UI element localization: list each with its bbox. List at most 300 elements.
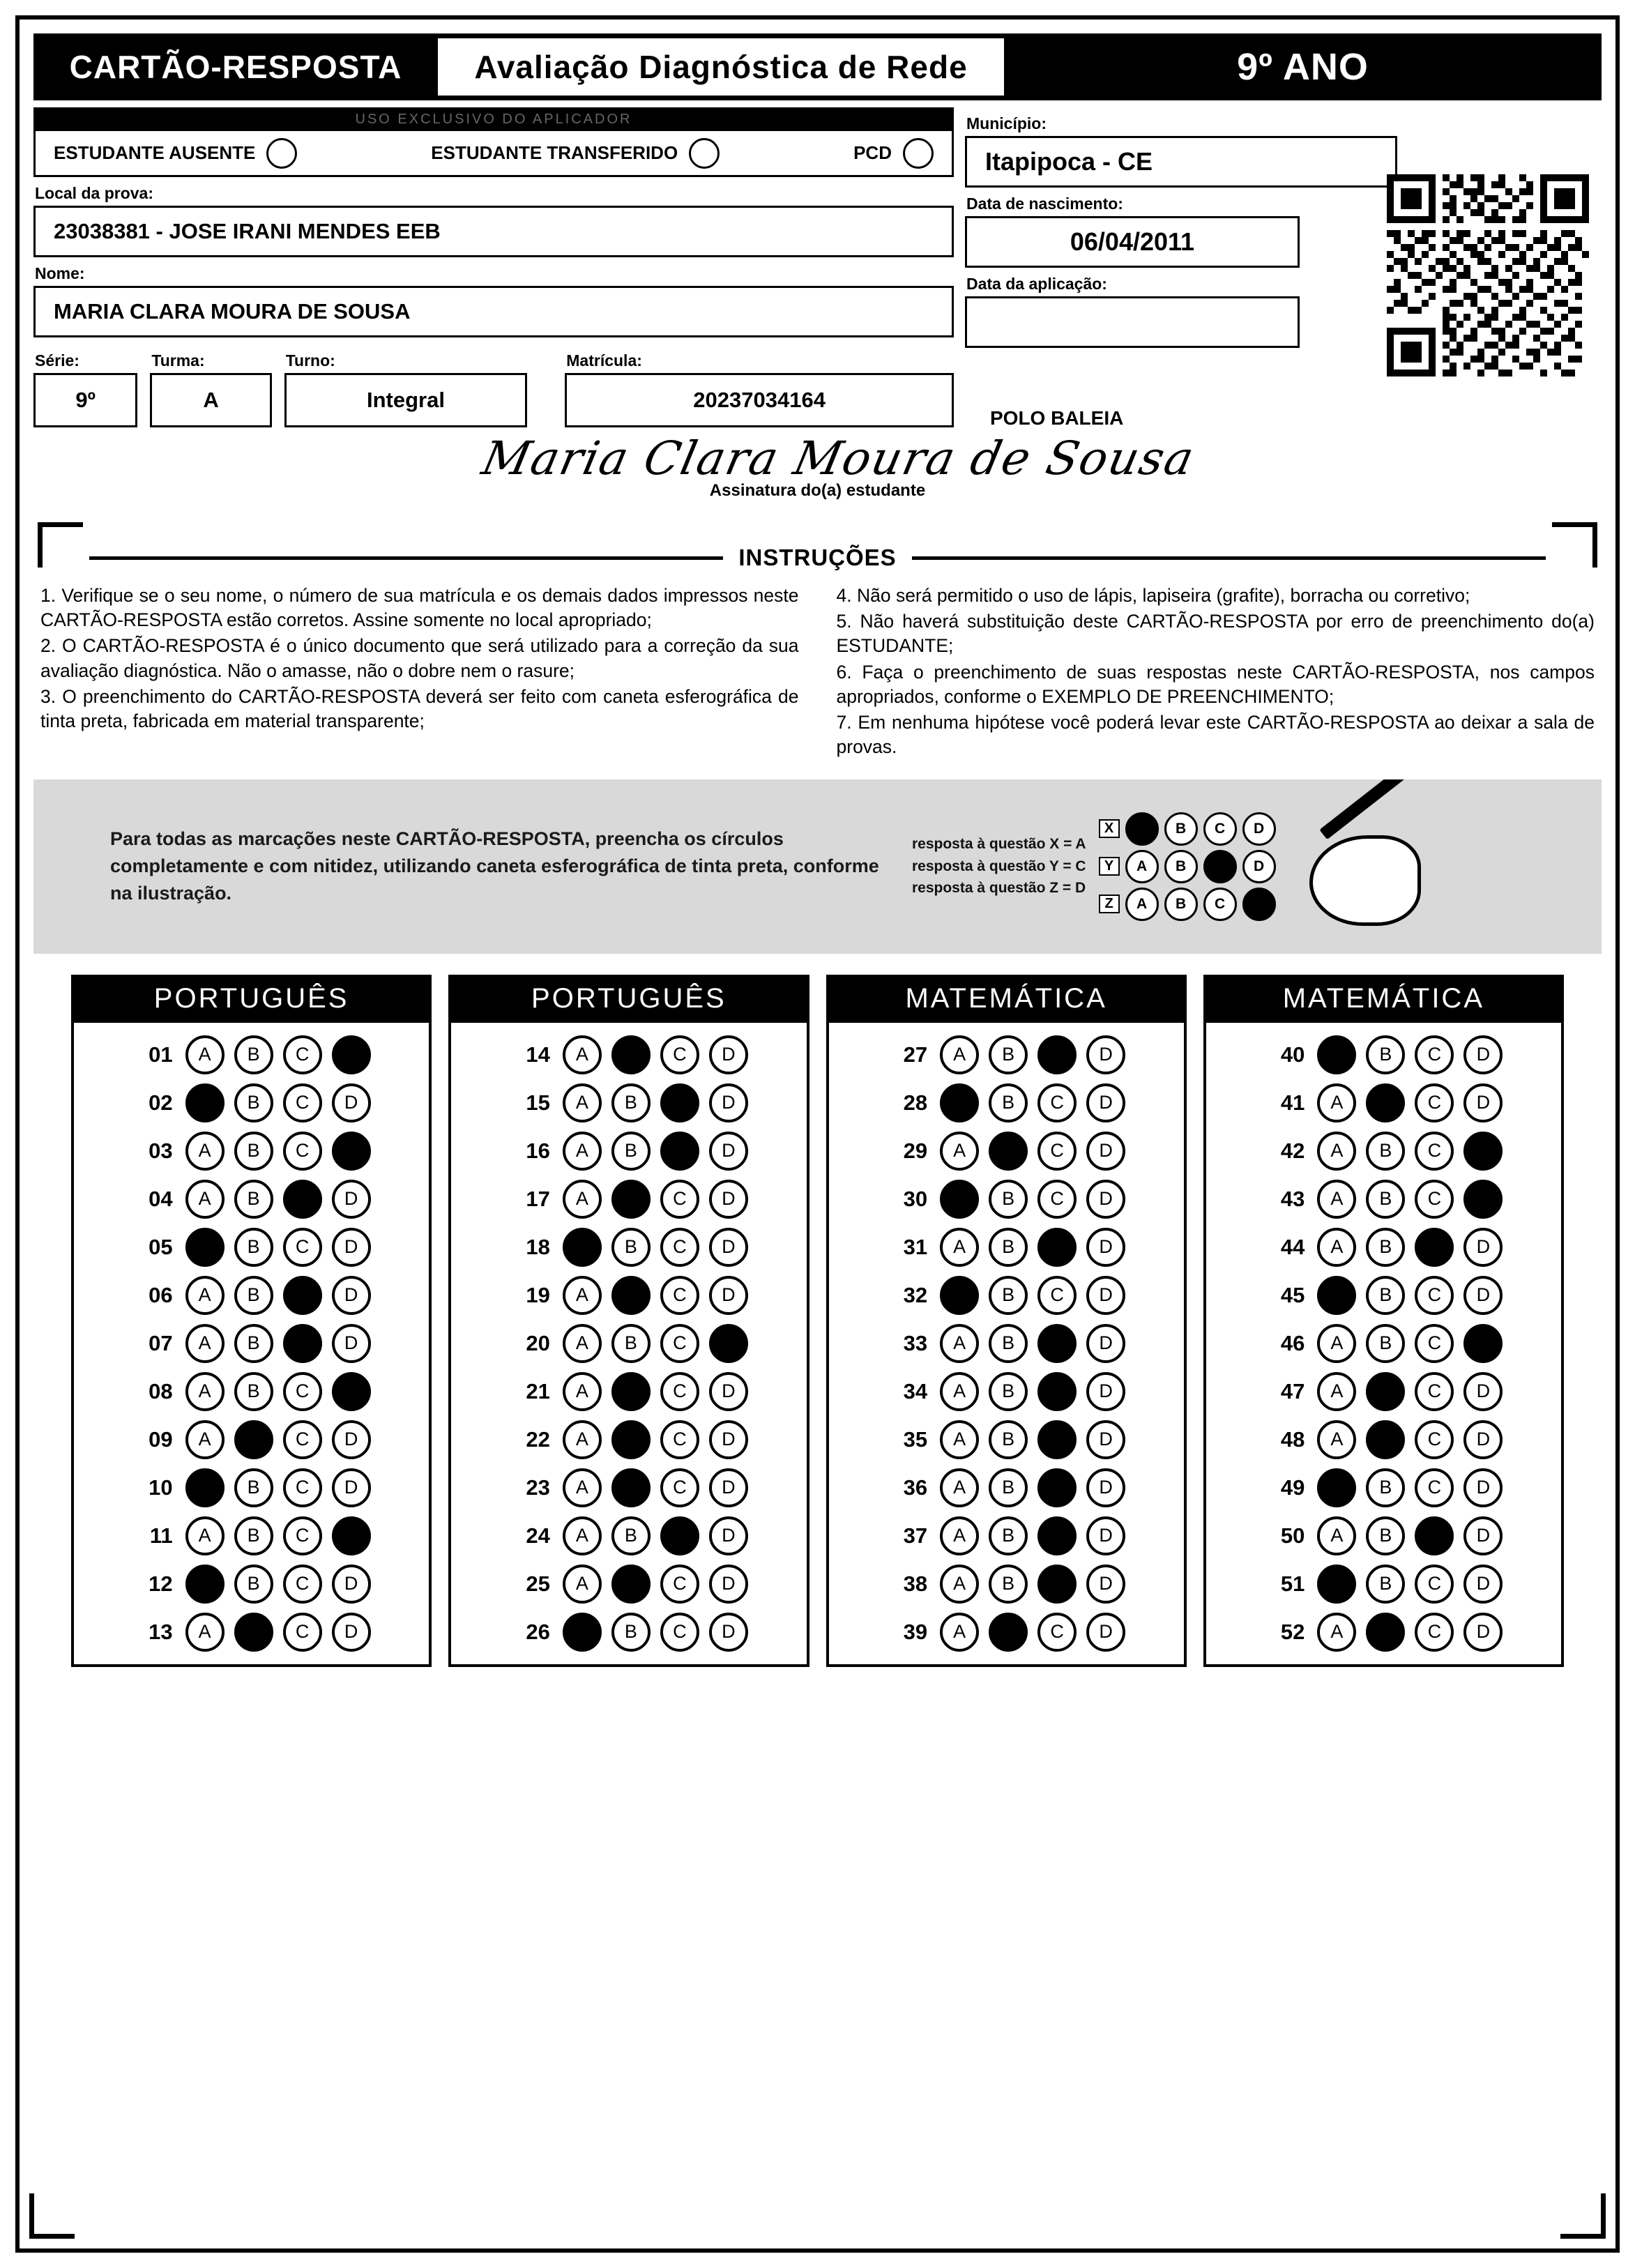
student-transferred-bubble[interactable] <box>689 138 720 169</box>
answer-bubble[interactable]: C <box>660 1468 699 1507</box>
answer-bubble[interactable]: D <box>1086 1324 1125 1363</box>
question-number: 19 <box>526 1282 550 1307</box>
answer-bubble[interactable]: B <box>1366 1565 1405 1604</box>
answer-bubble[interactable]: D <box>1086 1372 1125 1411</box>
answer-bubble[interactable]: B <box>989 1035 1028 1074</box>
answer-bubble[interactable]: C <box>1415 1613 1454 1652</box>
answer-bubble[interactable]: A <box>563 1035 602 1074</box>
example-bubble: B <box>1164 888 1198 921</box>
answer-bubble[interactable]: D <box>709 1565 748 1604</box>
answer-bubble[interactable]: C <box>283 1468 322 1507</box>
answer-bubble[interactable] <box>185 1468 225 1507</box>
answer-bubble[interactable] <box>1415 1228 1454 1267</box>
header-exam-title: Avaliação Diagnóstica de Rede <box>438 38 1004 96</box>
question-number: 30 <box>903 1186 928 1211</box>
answer-bubble[interactable]: C <box>283 1516 322 1555</box>
answer-bubble[interactable]: B <box>989 1516 1028 1555</box>
answer-bubble[interactable]: A <box>940 1372 979 1411</box>
answer-bubble[interactable]: D <box>1463 1372 1503 1411</box>
answer-bubble[interactable] <box>563 1228 602 1267</box>
answer-bubble[interactable] <box>611 1468 651 1507</box>
filling-example-text: Para todas as marcações neste CARTÃO-RESPOSTA, preencha os círculos completamente e com nitidez, utilizando caneta esferográfica de tinta preta, conforme na ilustração. <box>110 828 879 904</box>
answer-bubble[interactable]: B <box>234 1324 273 1363</box>
answer-bubble[interactable] <box>989 1132 1028 1171</box>
answer-column <box>448 975 809 1667</box>
answer-bubble[interactable]: D <box>709 1613 748 1652</box>
answer-bubble[interactable]: A <box>185 1613 225 1652</box>
question-number: 14 <box>526 1042 550 1067</box>
answer-bubble[interactable]: C <box>1415 1468 1454 1507</box>
answer-row <box>81 1372 422 1411</box>
aplicacao-label: Data da aplicação: <box>966 275 1107 293</box>
answer-bubble[interactable]: B <box>1366 1276 1405 1315</box>
answer-bubble[interactable] <box>989 1613 1028 1652</box>
answer-bubble[interactable]: C <box>1415 1276 1454 1315</box>
answer-bubble[interactable]: B <box>989 1565 1028 1604</box>
answer-bubble[interactable]: D <box>1463 1083 1503 1122</box>
answer-bubble[interactable]: B <box>234 1035 273 1074</box>
answer-bubble[interactable]: D <box>332 1180 371 1219</box>
answer-bubble[interactable]: D <box>332 1083 371 1122</box>
example-row <box>1099 812 1276 846</box>
answer-bubble[interactable]: B <box>234 1180 273 1219</box>
answer-bubble[interactable] <box>611 1420 651 1459</box>
answer-bubble[interactable] <box>1463 1324 1503 1363</box>
student-transferred-option[interactable] <box>431 138 720 169</box>
answer-bubble[interactable] <box>1037 1035 1077 1074</box>
answer-row <box>1213 1228 1554 1267</box>
answer-bubble[interactable] <box>332 1132 371 1171</box>
answer-bubble[interactable]: D <box>1086 1276 1125 1315</box>
example-legend-line: resposta à questão X = A <box>912 836 1086 853</box>
answer-bubble[interactable]: A <box>940 1420 979 1459</box>
question-number: 46 <box>1280 1330 1305 1355</box>
answer-bubble[interactable]: D <box>709 1516 748 1555</box>
answer-bubble[interactable]: A <box>1317 1083 1356 1122</box>
answer-row <box>81 1083 422 1122</box>
answer-bubble[interactable]: A <box>1317 1516 1356 1555</box>
answer-row <box>836 1180 1177 1219</box>
answer-bubble[interactable]: D <box>1463 1228 1503 1267</box>
answer-bubble[interactable]: A <box>185 1420 225 1459</box>
answer-bubble[interactable] <box>1463 1180 1503 1219</box>
instructions-title: INSTRUÇÕES <box>738 545 897 570</box>
answer-bubble[interactable]: C <box>1415 1083 1454 1122</box>
answer-bubble[interactable]: C <box>1415 1324 1454 1363</box>
answer-bubble[interactable]: D <box>1463 1276 1503 1315</box>
example-row-label: Z <box>1099 895 1120 913</box>
corner-mark-bottom-right <box>1560 2193 1606 2239</box>
answer-bubble[interactable]: C <box>283 1035 322 1074</box>
answer-bubble[interactable]: A <box>563 1420 602 1459</box>
answer-bubble[interactable]: A <box>1317 1613 1356 1652</box>
question-number: 16 <box>526 1138 550 1163</box>
answer-bubble[interactable]: B <box>989 1468 1028 1507</box>
answer-bubble[interactable] <box>283 1180 322 1219</box>
answer-bubble[interactable]: D <box>332 1468 371 1507</box>
answer-bubble[interactable] <box>234 1613 273 1652</box>
answer-bubble[interactable]: D <box>709 1035 748 1074</box>
answer-row <box>836 1565 1177 1604</box>
answer-bubble[interactable]: D <box>332 1613 371 1652</box>
answer-bubble[interactable]: D <box>1463 1516 1503 1555</box>
answer-bubble[interactable]: D <box>1086 1228 1125 1267</box>
instructions-column-left <box>40 584 799 761</box>
question-number: 02 <box>149 1090 173 1115</box>
answer-bubble[interactable]: A <box>1317 1228 1356 1267</box>
answer-bubble[interactable]: B <box>1366 1035 1405 1074</box>
answer-bubble[interactable] <box>1317 1276 1356 1315</box>
answer-bubble[interactable] <box>611 1565 651 1604</box>
answer-bubble[interactable]: C <box>1037 1132 1077 1171</box>
answer-bubble[interactable] <box>1037 1372 1077 1411</box>
answer-bubble[interactable]: A <box>940 1468 979 1507</box>
answer-bubble[interactable]: D <box>709 1468 748 1507</box>
answer-bubble[interactable]: D <box>1086 1613 1125 1652</box>
answer-bubble[interactable]: C <box>660 1613 699 1652</box>
answer-bubble[interactable]: A <box>563 1468 602 1507</box>
answer-bubble[interactable] <box>660 1132 699 1171</box>
identification-right <box>965 107 1602 427</box>
question-number: 05 <box>149 1234 173 1259</box>
question-number: 38 <box>903 1571 928 1596</box>
answer-bubble[interactable] <box>185 1083 225 1122</box>
answer-bubble[interactable]: B <box>1366 1516 1405 1555</box>
answer-row <box>1213 1083 1554 1122</box>
answer-bubble[interactable] <box>1366 1083 1405 1122</box>
answer-row <box>1213 1324 1554 1363</box>
answer-column <box>1203 975 1564 1667</box>
answer-bubble[interactable]: A <box>1317 1372 1356 1411</box>
question-number: 21 <box>526 1378 550 1403</box>
answer-bubble[interactable]: A <box>1317 1420 1356 1459</box>
answer-bubble[interactable]: A <box>940 1035 979 1074</box>
answer-bubble[interactable]: C <box>283 1083 322 1122</box>
answer-grid <box>71 975 1564 1667</box>
answer-bubble[interactable]: B <box>234 1516 273 1555</box>
aplicacao-value <box>965 296 1300 348</box>
answer-bubble[interactable]: A <box>940 1228 979 1267</box>
pen-icon <box>1319 779 1409 839</box>
question-number: 26 <box>526 1619 550 1644</box>
answer-sheet-frame <box>15 15 1620 2253</box>
answer-bubble[interactable]: D <box>1463 1468 1503 1507</box>
question-number: 41 <box>1280 1090 1305 1115</box>
answer-bubble[interactable]: C <box>660 1565 699 1604</box>
nome-value: MARIA CLARA MOURA DE SOUSA <box>33 286 954 337</box>
answer-row <box>458 1083 799 1122</box>
answer-bubble[interactable] <box>660 1083 699 1122</box>
answer-bubble[interactable]: A <box>563 1276 602 1315</box>
local-value: 23038381 - JOSE IRANI MENDES EEB <box>33 206 954 257</box>
answer-bubble[interactable]: B <box>234 1132 273 1171</box>
answer-bubble[interactable]: C <box>1415 1035 1454 1074</box>
question-number: 27 <box>903 1042 928 1067</box>
answer-bubble[interactable]: B <box>989 1372 1028 1411</box>
answer-column-title: MATEMÁTICA <box>1203 975 1564 1023</box>
answer-bubble[interactable] <box>1037 1324 1077 1363</box>
answer-bubble[interactable]: C <box>1415 1180 1454 1219</box>
answer-bubble[interactable] <box>332 1516 371 1555</box>
example-bubble: C <box>1203 888 1237 921</box>
answer-bubble[interactable]: D <box>332 1228 371 1267</box>
answer-bubble[interactable]: B <box>234 1228 273 1267</box>
answer-row <box>1213 1516 1554 1555</box>
answer-bubble[interactable] <box>1037 1516 1077 1555</box>
answer-bubble[interactable]: D <box>1463 1035 1503 1074</box>
example-bubble: A <box>1125 850 1159 883</box>
answer-bubble[interactable] <box>940 1083 979 1122</box>
answer-bubble[interactable]: C <box>1037 1180 1077 1219</box>
answer-bubble[interactable]: A <box>940 1324 979 1363</box>
answer-row <box>1213 1035 1554 1074</box>
example-bubble: A <box>1125 812 1159 846</box>
answer-bubble[interactable]: D <box>1086 1132 1125 1171</box>
answer-bubble[interactable]: C <box>283 1132 322 1171</box>
pcd-bubble[interactable] <box>903 138 934 169</box>
answer-bubble[interactable]: A <box>563 1083 602 1122</box>
answer-bubble[interactable] <box>611 1276 651 1315</box>
question-number: 36 <box>903 1475 928 1500</box>
corner-mark-bottom-left <box>29 2193 75 2239</box>
answer-bubble[interactable]: A <box>940 1565 979 1604</box>
student-transferred-label: ESTUDANTE TRANSFERIDO <box>431 142 678 163</box>
answer-bubble[interactable]: A <box>563 1516 602 1555</box>
question-number: 04 <box>149 1186 173 1211</box>
answer-bubble[interactable]: D <box>709 1276 748 1315</box>
answer-bubble[interactable] <box>1463 1132 1503 1171</box>
answer-bubble[interactable]: A <box>1317 1180 1356 1219</box>
answer-bubble[interactable] <box>940 1276 979 1315</box>
answer-bubble[interactable] <box>563 1613 602 1652</box>
answer-bubble[interactable]: D <box>332 1276 371 1315</box>
student-absent-bubble[interactable] <box>266 138 297 169</box>
identification-left <box>33 107 954 427</box>
answer-bubble[interactable]: D <box>1086 1565 1125 1604</box>
answer-bubble[interactable]: B <box>234 1468 273 1507</box>
answer-bubble[interactable] <box>1415 1516 1454 1555</box>
answer-bubble[interactable]: D <box>1086 1035 1125 1074</box>
example-answer-legend <box>912 833 1086 899</box>
answer-bubble[interactable]: C <box>283 1372 322 1411</box>
answer-bubble[interactable]: D <box>1463 1565 1503 1604</box>
answer-bubble[interactable]: D <box>709 1132 748 1171</box>
answer-bubble[interactable] <box>185 1565 225 1604</box>
answer-bubble[interactable]: A <box>185 1035 225 1074</box>
answer-bubble[interactable]: A <box>185 1276 225 1315</box>
answer-bubble[interactable]: C <box>283 1228 322 1267</box>
answer-bubble[interactable] <box>332 1035 371 1074</box>
answer-bubble[interactable]: D <box>709 1372 748 1411</box>
answer-bubble[interactable]: C <box>1037 1613 1077 1652</box>
answer-bubble[interactable] <box>1366 1372 1405 1411</box>
question-number: 32 <box>903 1282 928 1307</box>
answer-bubble[interactable]: C <box>660 1276 699 1315</box>
answer-row <box>836 1613 1177 1652</box>
applicator-status-row <box>33 131 954 177</box>
pcd-option[interactable] <box>853 138 934 169</box>
answer-bubble[interactable]: C <box>660 1324 699 1363</box>
answer-column-body <box>448 1023 809 1667</box>
hand-icon <box>1309 835 1421 926</box>
question-number: 08 <box>149 1378 173 1403</box>
answer-bubble[interactable]: C <box>660 1372 699 1411</box>
instructions-rule-right <box>912 556 1546 560</box>
answer-bubble[interactable]: B <box>611 1613 651 1652</box>
answer-bubble[interactable]: B <box>611 1132 651 1171</box>
answer-bubble[interactable]: A <box>940 1613 979 1652</box>
answer-bubble[interactable]: D <box>1463 1613 1503 1652</box>
answer-bubble[interactable]: A <box>563 1324 602 1363</box>
answer-row <box>1213 1565 1554 1604</box>
answer-bubble[interactable] <box>940 1180 979 1219</box>
example-row-label: X <box>1099 819 1120 838</box>
answer-bubble[interactable]: A <box>185 1132 225 1171</box>
answer-bubble[interactable] <box>611 1035 651 1074</box>
answer-bubble[interactable] <box>611 1372 651 1411</box>
answer-bubble[interactable]: B <box>989 1180 1028 1219</box>
answer-bubble[interactable] <box>283 1276 322 1315</box>
answer-bubble[interactable] <box>283 1324 322 1363</box>
answer-bubble[interactable]: B <box>1366 1468 1405 1507</box>
answer-bubble[interactable]: D <box>332 1565 371 1604</box>
answer-bubble[interactable]: D <box>1086 1420 1125 1459</box>
answer-bubble[interactable]: A <box>185 1372 225 1411</box>
answer-bubble[interactable] <box>1037 1468 1077 1507</box>
answer-bubble[interactable]: A <box>563 1372 602 1411</box>
answer-bubble[interactable] <box>332 1372 371 1411</box>
answer-bubble[interactable]: C <box>283 1613 322 1652</box>
answer-bubble[interactable]: B <box>234 1276 273 1315</box>
answer-bubble[interactable]: C <box>660 1420 699 1459</box>
answer-bubble[interactable]: B <box>989 1420 1028 1459</box>
answer-bubble[interactable]: C <box>660 1180 699 1219</box>
answer-bubble[interactable]: C <box>1415 1372 1454 1411</box>
answer-bubble[interactable]: B <box>234 1372 273 1411</box>
answer-bubble[interactable]: B <box>1366 1132 1405 1171</box>
answer-bubble[interactable]: B <box>989 1228 1028 1267</box>
answer-row <box>1213 1180 1554 1219</box>
answer-bubble[interactable]: A <box>563 1180 602 1219</box>
answer-bubble[interactable]: C <box>283 1420 322 1459</box>
answer-bubble[interactable] <box>1037 1565 1077 1604</box>
answer-bubble[interactable]: A <box>940 1132 979 1171</box>
question-number: 33 <box>903 1330 928 1355</box>
answer-bubble[interactable]: B <box>1366 1228 1405 1267</box>
question-number: 22 <box>526 1426 550 1452</box>
answer-bubble[interactable] <box>1317 1468 1356 1507</box>
answer-bubble[interactable]: C <box>660 1228 699 1267</box>
answer-row <box>458 1516 799 1555</box>
answer-bubble[interactable]: B <box>989 1083 1028 1122</box>
answer-bubble[interactable]: A <box>940 1516 979 1555</box>
answer-bubble[interactable]: A <box>563 1132 602 1171</box>
answer-row <box>836 1420 1177 1459</box>
header-bar <box>33 33 1602 100</box>
answer-bubble[interactable]: B <box>234 1565 273 1604</box>
answer-bubble[interactable]: D <box>709 1228 748 1267</box>
answer-bubble[interactable]: D <box>1086 1516 1125 1555</box>
turno-label: Turno: <box>285 351 335 370</box>
nascimento-value: 06/04/2011 <box>965 216 1300 268</box>
turno-field <box>284 344 528 427</box>
answer-row <box>81 1565 422 1604</box>
answer-bubble[interactable]: B <box>611 1228 651 1267</box>
answer-bubble[interactable]: A <box>1317 1132 1356 1171</box>
answer-bubble[interactable] <box>1037 1228 1077 1267</box>
answer-bubble[interactable]: D <box>1463 1420 1503 1459</box>
answer-bubble[interactable]: A <box>185 1180 225 1219</box>
answer-bubble[interactable] <box>185 1228 225 1267</box>
answer-row <box>836 1132 1177 1171</box>
student-absent-label: ESTUDANTE AUSENTE <box>54 142 256 163</box>
example-row <box>1099 850 1276 883</box>
question-number: 34 <box>903 1378 928 1403</box>
example-row <box>1099 888 1276 921</box>
answer-bubble[interactable]: D <box>709 1420 748 1459</box>
answer-bubble[interactable]: B <box>234 1083 273 1122</box>
answer-bubble[interactable]: D <box>1086 1180 1125 1219</box>
answer-bubble[interactable] <box>1366 1420 1405 1459</box>
answer-bubble[interactable]: B <box>1366 1180 1405 1219</box>
answer-bubble[interactable]: C <box>1415 1420 1454 1459</box>
answer-row <box>1213 1420 1554 1459</box>
answer-bubble[interactable]: D <box>709 1083 748 1122</box>
answer-bubble[interactable]: C <box>283 1565 322 1604</box>
answer-bubble[interactable]: B <box>989 1324 1028 1363</box>
answer-row <box>458 1420 799 1459</box>
answer-column-body <box>71 1023 432 1667</box>
answer-bubble[interactable]: D <box>1086 1083 1125 1122</box>
municipio-label: Município: <box>966 114 1047 132</box>
serie-field <box>33 344 137 427</box>
answer-bubble[interactable]: D <box>1086 1468 1125 1507</box>
answer-bubble[interactable]: C <box>1415 1565 1454 1604</box>
answer-bubble[interactable]: C <box>1037 1276 1077 1315</box>
answer-bubble[interactable] <box>234 1420 273 1459</box>
answer-bubble[interactable] <box>660 1516 699 1555</box>
answer-row <box>1213 1613 1554 1652</box>
answer-row <box>1213 1468 1554 1507</box>
answer-bubble[interactable]: C <box>1037 1083 1077 1122</box>
answer-bubble[interactable]: A <box>563 1565 602 1604</box>
answer-bubble[interactable]: B <box>1366 1324 1405 1363</box>
answer-bubble[interactable] <box>1317 1565 1356 1604</box>
answer-bubble[interactable]: B <box>611 1083 651 1122</box>
answer-bubble[interactable]: B <box>611 1516 651 1555</box>
answer-bubble[interactable]: D <box>332 1420 371 1459</box>
answer-bubble[interactable]: C <box>660 1035 699 1074</box>
answer-bubble[interactable] <box>611 1180 651 1219</box>
answer-bubble[interactable]: D <box>709 1180 748 1219</box>
answer-bubble[interactable] <box>709 1324 748 1363</box>
answer-bubble[interactable]: A <box>185 1324 225 1363</box>
answer-row <box>81 1132 422 1171</box>
answer-bubble[interactable]: A <box>185 1516 225 1555</box>
answer-bubble[interactable] <box>1366 1613 1405 1652</box>
answer-bubble[interactable] <box>1037 1420 1077 1459</box>
answer-bubble[interactable]: C <box>1415 1132 1454 1171</box>
answer-bubble[interactable]: B <box>611 1324 651 1363</box>
answer-row <box>458 1035 799 1074</box>
answer-bubble[interactable] <box>1317 1035 1356 1074</box>
answer-bubble[interactable]: D <box>332 1324 371 1363</box>
answer-bubble[interactable]: B <box>989 1276 1028 1315</box>
student-absent-option[interactable] <box>54 138 297 169</box>
answer-bubble[interactable]: A <box>1317 1324 1356 1363</box>
example-row-label: Y <box>1099 857 1120 876</box>
instructions-title-row <box>33 545 1602 571</box>
